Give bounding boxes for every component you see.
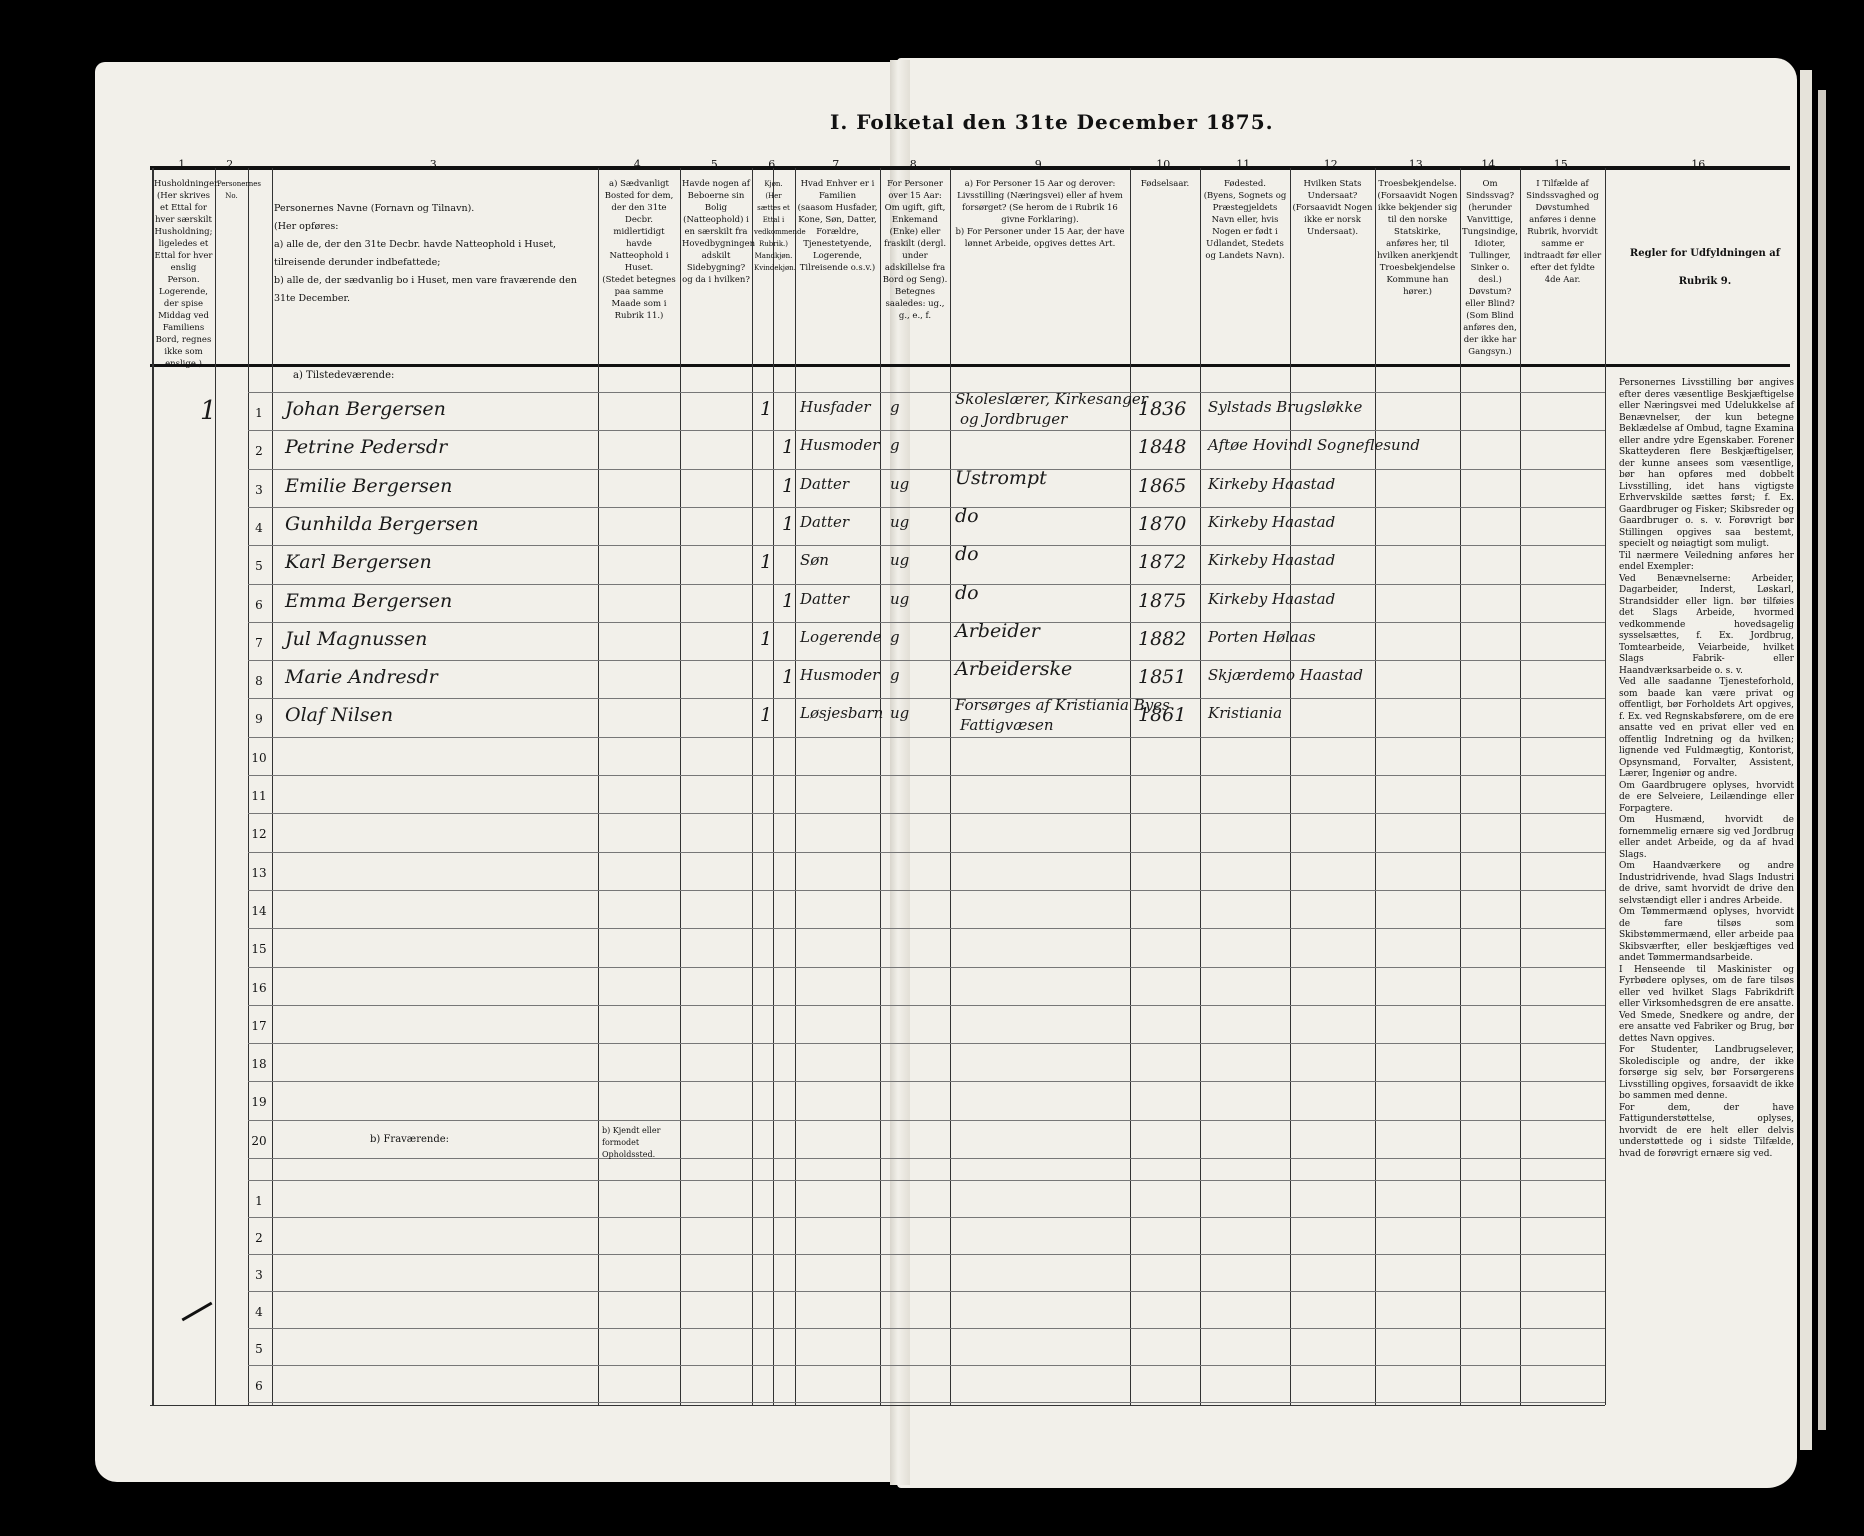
column-number: 10. xyxy=(1156,158,1174,171)
family-role: Søn xyxy=(800,551,829,570)
column-header: Personernes Navne (Fornavn og Tilnavn). (Her opføres: a) alle de, der den 31te Decbr. havde Natteophold i Huset, tilreisende derunder indbefattede; b) alle de, der sædvanlig bo i Huset, men vare fraværende den 31te December. xyxy=(274,203,577,304)
row-line xyxy=(248,430,1605,431)
column-number: 12. xyxy=(1323,158,1342,171)
sex-male-mark: 1 xyxy=(760,551,773,574)
column-divider xyxy=(1375,168,1376,1405)
column-number: 16. xyxy=(1691,158,1709,171)
occupation: Arbeiderske xyxy=(955,658,1073,681)
person-name: Emilie Bergersen xyxy=(285,474,453,497)
row-line xyxy=(248,1365,1605,1366)
row-line xyxy=(248,469,1605,470)
family-role: Datter xyxy=(800,512,850,531)
row-line xyxy=(248,584,1605,585)
row-line xyxy=(248,737,1605,738)
civil-status: ug xyxy=(890,512,910,531)
row-number: 18 xyxy=(251,1057,267,1072)
column-divider xyxy=(215,168,216,1405)
rules-text: Personernes Livsstilling bør angives efter deres væsentlige Beskjæftigelse eller Næringsvei med Udelukkelse af Benævnelser, der kun betegne Beklædelse af Ombud, tagne Examina eller andre ydre Egenskaber. Forener Skatteyderen flere Beskjæftigelser, der kunne ansees som væsentlige, bør han opføres med dobbelt Livsstilling, idet hans vigtigste Erhvervskilde sættes først; f. Ex. Gaardbruger og Fisker; Skibsreder og Gaardbruger o. s. v. Forøvrigt bør Stillingen opgives saa bestemt, specielt og nøiagtigt som muligt. Til nærmere Veiledning anføres her endel Exempler: Ved Benævnelserne: Arbeider, Dagarbeider, Inderst, Løskarl, Strandsidder eller lign. bør tilføies det Slags Arbeide, hvormed vedkommende hovedsagelig sysselsættes, f. Ex. Jordbrug, Tomtearbeide, Veiarbeide, hvilket Slags Fabrik- eller Haandværksarbeide o. s. v. Ved alle saadanne Tjenesteforhold, som baade kan være privat og offentligt, bør Forholdets Art opgives, f. Ex. ved Regnskabsførere, om de ere ansatte ved en privat eller ved en offentlig Indretning og da hvilken; lignende ved Fuldmægtig, Kontorist, Opsynsmand, Forvalter, Assistent, Lærer, Ingeniør og andre. Om Gaardbrugere oplyses, hvorvidt de ere Selveiere, Leilændinge eller Forpagtere. Om Husmænd, hvorvidt de fornemmelig ernære sig ved Jordbrug eller andet Arbeide, og da af hvad Slags. Om Haandværkere og andre Industridrivende, hvad Slags Industri de drive, samt hvorvidt de drive den selvstændigt eller i andres Arbeide. Om Tømmermænd oplyses, hvorvidt de fare tilsøs som Skibstømmermænd, eller arbeide paa Skibsværfter, eller beskjæftiges ved andet Tømmermandsarbeide. I Henseende til Maskinister og Fyrbødere oplyses, om de fare tilsøs eller ved hvilket Slags Fabrikdrift eller Virksomhedsgren de ere ansatte. Ved Smede, Snedkere og andre, der ere ansatte ved Fabriker og Brug, bør dettes Navn opgives. For Studenter, Landbrugselever, Skoledisciple og andre, der ikke forsørge sig selv, bør Forsørgerens Livsstilling opgives, forsaavidt de ikke bo sammen med denne. For dem, der have Fattigunderstøttelse, oplyses, hvorvidt de ere helt eller delvis understøttede og i sidste Tilfælde, hvad de forøvrigt ernære sig ved. xyxy=(1619,378,1794,1159)
birth-year: 1882 xyxy=(1138,627,1187,650)
row-line xyxy=(248,392,1605,393)
column-divider xyxy=(1605,168,1606,1405)
family-role: Husfader xyxy=(800,398,871,416)
row-line xyxy=(248,1158,1605,1159)
row-line xyxy=(248,1120,1605,1121)
column-number: 13. xyxy=(1408,158,1427,171)
section-present-label: a) Tilstedeværende: xyxy=(293,370,395,381)
row-line xyxy=(248,928,1605,929)
absent-row-number: 2 xyxy=(255,1231,263,1245)
family-role: Datter xyxy=(800,474,850,493)
row-line xyxy=(248,1005,1605,1006)
column-divider xyxy=(950,168,951,1405)
row-number: 5 xyxy=(255,559,263,574)
column-number: 5. xyxy=(710,158,722,171)
person-name: Karl Bergersen xyxy=(285,551,432,574)
column-header: Husholdninger. (Her skrives et Ettal for hver særskilt Husholdning; ligeledes et Ettal for hver enslig Person. Logerende, der spise Middag ved Familiens Bord, regnes ikke som enslige.) xyxy=(154,179,220,369)
row-line xyxy=(248,1043,1605,1044)
sex-female-mark: 1 xyxy=(782,436,795,459)
civil-status: g xyxy=(890,436,900,455)
civil-status: g xyxy=(890,627,900,646)
occupation-line-2: og Jordbruger xyxy=(960,410,1068,428)
row-number: 19 xyxy=(251,1095,267,1110)
occupation: Ustrompt xyxy=(955,466,1047,489)
row-number: 20 xyxy=(251,1133,267,1148)
birth-year: 1875 xyxy=(1138,589,1187,612)
rules-title: Regler for Udfyldningen af Rubrik 9. xyxy=(1629,248,1781,287)
civil-status: ug xyxy=(890,589,910,608)
row-number: 4 xyxy=(255,520,263,535)
absent-row-number: 1 xyxy=(255,1194,263,1208)
family-role: Husmoder xyxy=(800,436,880,455)
column-number: 8. xyxy=(909,158,921,171)
person-name: Gunhilda Bergersen xyxy=(285,512,479,535)
row-line xyxy=(248,890,1605,891)
person-name: Johan Bergersen xyxy=(285,398,446,420)
occupation: Arbeider xyxy=(955,619,1040,642)
birthplace: Kirkeby Haastad xyxy=(1208,589,1336,608)
column-number: 14. xyxy=(1481,158,1499,171)
row-line xyxy=(248,813,1605,814)
birth-year: 1865 xyxy=(1138,474,1187,497)
civil-status: g xyxy=(890,666,900,685)
column-number: 6. xyxy=(768,158,779,171)
column-divider xyxy=(1130,168,1131,1405)
column-divider xyxy=(795,168,796,1405)
column-header: For Personer over 15 Aar: Om ugift, gift, Enkemand (Enke) eller fraskilt (dergl. under adskillelse fra Bord og Seng). Betegnes saaledes: ug., g., e., f. xyxy=(882,179,948,321)
row-number: 9 xyxy=(255,712,263,727)
page-edge xyxy=(1800,70,1812,1450)
person-name: Marie Andresdr xyxy=(285,666,438,689)
birth-year: 1848 xyxy=(1138,436,1187,459)
column-number: 15. xyxy=(1553,158,1572,171)
absent-row-number: 6 xyxy=(255,1379,263,1393)
row-line xyxy=(248,1291,1605,1292)
column-header: Personernes No. xyxy=(217,180,261,200)
birthplace: Kirkeby Haastad xyxy=(1208,474,1336,493)
row-line xyxy=(248,1402,1605,1403)
column-header: Fødselsaar. xyxy=(1140,179,1190,189)
birth-year: 1851 xyxy=(1138,666,1187,689)
absent-col4-label: b) Kjendt eller formodet Opholdssted. xyxy=(602,1126,661,1159)
birthplace: Kristiania xyxy=(1208,704,1283,723)
birthplace: Kirkeby Haastad xyxy=(1208,551,1336,570)
family-role: Husmoder xyxy=(800,666,880,685)
column-divider xyxy=(272,168,273,1405)
row-line xyxy=(248,660,1605,661)
section-absent-label: b) Fraværende: xyxy=(370,1134,450,1145)
birthplace: Skjærdemo Haastad xyxy=(1208,666,1364,685)
row-number: 14 xyxy=(251,903,267,918)
row-number: 15 xyxy=(251,942,267,957)
column-header: Hvilken Stats Undersaat? (Forsaavidt Nogen ikke er norsk Undersaat). xyxy=(1292,179,1373,237)
column-divider xyxy=(248,168,249,1405)
column-divider xyxy=(598,168,599,1405)
family-role: Logerende xyxy=(800,627,882,646)
sex-female-mark: 1 xyxy=(782,666,795,689)
row-line xyxy=(248,1328,1605,1329)
column-header: Hvad Enhver er i Familien (saasom Husfader, Kone, Søn, Datter, Forældre, Tjenestetyende, Logerende, Tilreisende o.s.v.) xyxy=(797,179,878,273)
column-divider xyxy=(752,168,753,1405)
column-header: a) For Personer 15 Aar og derover: Livsstilling (Næringsvei) eller af hvem forsørget? (Se herom de i Rubrik 16 givne Forklaring). b) For Personer under 15 Aar, der have lønnet Arbeide, opgives dettes Art. xyxy=(955,179,1125,249)
occupation: Skoleslærer, Kirkesanger xyxy=(955,390,1148,408)
column-header: Fødested. (Byens, Sognets og Præstegjeldets Navn eller, hvis Nogen er født i Udlandet, Stedets og Landets Navn). xyxy=(1203,179,1287,261)
column-header: a) Sædvanligt Bosted for dem, der den 31te Decbr. midlertidigt havde Natteophold i Huset. (Stedet betegnes paa samme Maade som i Rubrik 11.) xyxy=(602,179,676,321)
birthplace: Kirkeby Haastad xyxy=(1208,512,1336,531)
birthplace: Porten Hølaas xyxy=(1208,627,1316,646)
occupation: do xyxy=(955,543,979,566)
column-header: Om Sindssvag? (herunder Vanvittige, Tungsindige, Idioter, Tullinger, Sinker o. desl.) Døvstum? eller Blind? (Som Blind anføres den, der ikke har Gangsyn.) xyxy=(1462,179,1518,357)
family-role: Løsjesbarn xyxy=(800,704,884,723)
birth-year: 1872 xyxy=(1138,551,1187,574)
row-line xyxy=(248,507,1605,508)
person-name: Olaf Nilsen xyxy=(285,704,394,727)
civil-status: ug xyxy=(890,551,910,570)
column-header: Troesbekjendelse. (Forsaavidt Nogen ikke bekjender sig til den norske Statskirke, anføres her, til hvilken anerkjendt Troesbekjendelse Kommune han hører.) xyxy=(1377,179,1458,297)
absent-row-number: 3 xyxy=(255,1268,263,1282)
column-divider xyxy=(1520,168,1521,1405)
row-number: 2 xyxy=(255,444,263,459)
civil-status: ug xyxy=(890,474,910,493)
birthplace: Sylstads Brugsløkke xyxy=(1208,398,1363,416)
person-name: Petrine Pedersdr xyxy=(285,436,448,459)
sex-female-mark: 1 xyxy=(782,512,795,535)
absent-row-number: 4 xyxy=(255,1305,263,1319)
sex-male-mark: 1 xyxy=(760,704,773,727)
table-bottom-rule xyxy=(150,1405,1605,1406)
row-number: 12 xyxy=(251,827,267,842)
row-line xyxy=(248,1081,1605,1082)
row-number: 8 xyxy=(255,674,263,689)
row-line xyxy=(248,1254,1605,1255)
row-line xyxy=(248,1180,1605,1181)
birth-year: 1836 xyxy=(1138,398,1187,420)
person-name: Jul Magnussen xyxy=(285,627,428,650)
row-line xyxy=(248,775,1605,776)
row-line xyxy=(248,622,1605,623)
sex-male-mark: 1 xyxy=(760,627,773,650)
row-number: 7 xyxy=(255,635,263,650)
column-header: I Tilfælde af Sindssvaghed og Døvstumhed anføres i denne Rubrik, hvorvidt samme er indtraadt før eller efter det fyldte 4de Aar. xyxy=(1523,179,1602,285)
row-line xyxy=(248,1217,1605,1218)
row-number: 10 xyxy=(251,750,267,765)
page-title: I. Folketal den 31te December 1875. xyxy=(830,110,1274,134)
row-number: 17 xyxy=(251,1018,267,1033)
column-number: 11. xyxy=(1236,158,1254,171)
column-number: 3. xyxy=(429,158,441,171)
page-edge xyxy=(1818,90,1826,1430)
absent-row-number: 5 xyxy=(255,1342,263,1356)
occupation-line-2: Fattigvæsen xyxy=(960,716,1054,735)
row-number: 3 xyxy=(255,482,263,497)
person-name: Emma Bergersen xyxy=(285,589,453,612)
row-line xyxy=(248,698,1605,699)
column-divider xyxy=(880,168,881,1405)
row-line xyxy=(248,545,1605,546)
sex-female-mark: 1 xyxy=(782,589,795,612)
row-line xyxy=(248,967,1605,968)
row-number: 13 xyxy=(251,865,267,880)
birthplace: Aftøe Hovindl Sogneflesund xyxy=(1208,436,1420,455)
occupation: do xyxy=(955,581,979,604)
civil-status: ug xyxy=(890,704,910,723)
column-header: Havde nogen af Beboerne sin Bolig (Natteophold) i en særskilt fra Hovedbygningen adskilt Sidebygning? og da i hvilken? xyxy=(682,179,756,285)
column-divider xyxy=(1290,168,1291,1405)
column-number: 2. xyxy=(226,158,237,171)
row-line xyxy=(248,852,1605,853)
row-number: 1 xyxy=(255,406,263,420)
birth-year: 1861 xyxy=(1138,704,1187,727)
household-mark: 1 xyxy=(200,396,217,426)
column-divider xyxy=(1200,168,1201,1405)
sex-male-mark: 1 xyxy=(760,398,773,420)
column-divider xyxy=(1460,168,1461,1405)
sex-female-mark: 1 xyxy=(782,474,795,497)
row-number: 16 xyxy=(251,980,267,995)
row-number: 11 xyxy=(251,789,267,803)
column-number: 9. xyxy=(1034,158,1046,171)
row-number: 6 xyxy=(255,597,263,612)
column-number: 4. xyxy=(633,158,645,171)
column-number: 1. xyxy=(178,158,189,171)
occupation: Forsørges af Kristiania Byes xyxy=(955,696,1170,715)
column-divider xyxy=(680,168,681,1405)
occupation: do xyxy=(955,504,979,527)
birth-year: 1870 xyxy=(1138,512,1187,535)
civil-status: g xyxy=(890,398,900,416)
family-role: Datter xyxy=(800,589,850,608)
column-header: Kjøn. (Her sættes et Ettal i vedkommende Rubrik.) Mandkjøn. Kvindekjøn. xyxy=(754,180,806,272)
column-number: 7. xyxy=(832,158,843,171)
